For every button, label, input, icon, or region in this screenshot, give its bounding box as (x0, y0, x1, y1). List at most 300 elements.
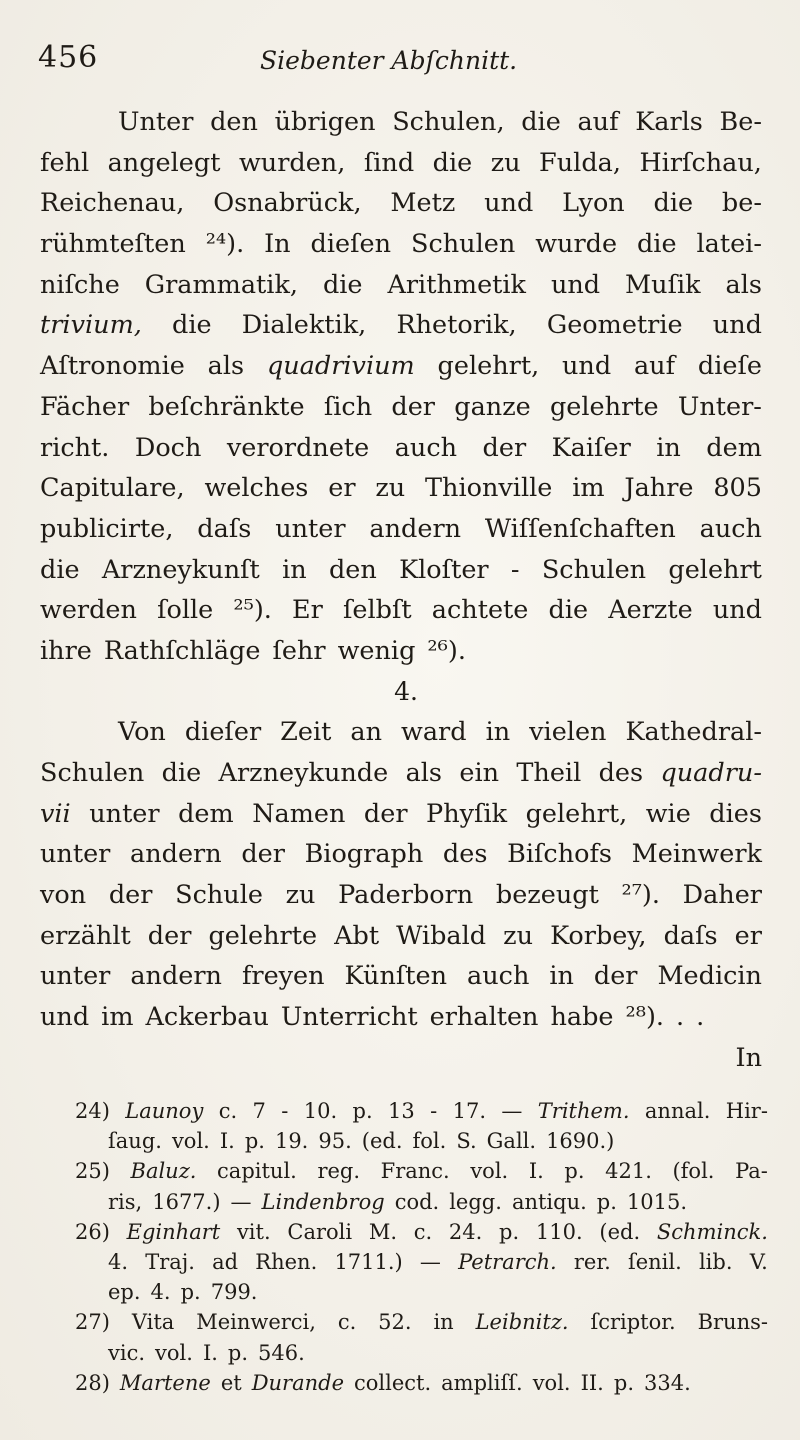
word: lib. (698, 1249, 733, 1274)
word: 4. (108, 1249, 129, 1274)
word: ²⁸). (625, 1002, 665, 1033)
word: gelehrt, (437, 351, 540, 382)
word: ampliſſ. (441, 1370, 523, 1395)
running-title: Siebenter Abſchnitt. (260, 46, 518, 75)
footnote-line (40, 1096, 768, 1126)
word: in (433, 1310, 454, 1335)
word: Unter (118, 107, 194, 137)
word: ²⁶). (427, 635, 466, 666)
word: Fulda, (539, 147, 621, 178)
footnote-line (40, 1217, 768, 1247)
word: In (264, 229, 291, 260)
word: ward (401, 717, 467, 748)
text-line (40, 183, 762, 224)
word: 1690.) (546, 1129, 615, 1154)
word: unter (275, 513, 346, 544)
word: cod. (394, 1189, 440, 1214)
word: 13 (388, 1099, 415, 1123)
word: et (220, 1370, 242, 1395)
footnote-line (40, 1338, 768, 1368)
word: Schulen, (392, 107, 505, 137)
word: andern (130, 839, 222, 870)
word: Kaiſer (551, 432, 631, 463)
word: Unter- (677, 391, 762, 422)
word: der (363, 798, 408, 829)
word: p. (227, 1340, 249, 1365)
word: Jahre (624, 473, 694, 504)
word: ihre (40, 635, 92, 666)
word: Bruns- (697, 1310, 768, 1335)
word: Schulen (40, 758, 145, 788)
word: Aerzte (608, 595, 693, 626)
word: welches (204, 473, 309, 504)
word: freyen (241, 961, 325, 992)
word: bezeugt (495, 880, 599, 911)
footnote-line (40, 1156, 768, 1186)
word: Wibald (396, 920, 487, 951)
word: als (725, 269, 762, 300)
word: Franc. (380, 1159, 450, 1184)
word: und (712, 595, 762, 626)
word: capitul. (217, 1159, 297, 1184)
word: Schule (175, 880, 263, 911)
word: und (40, 1002, 90, 1033)
word: dieſer (184, 717, 262, 748)
word: gelehrte (208, 920, 318, 951)
word: wenig (337, 635, 416, 666)
word: 546. (258, 1340, 305, 1365)
word: Von (118, 717, 166, 748)
word: unter (40, 961, 111, 992)
text-line (40, 143, 762, 184)
word: ²⁴). (205, 229, 245, 260)
word: Lindenbrog (261, 1189, 385, 1214)
word: daſs (197, 513, 252, 544)
text-line (40, 712, 762, 753)
word: Arzneykunſt (101, 554, 260, 585)
word: unter (89, 798, 160, 829)
word: zu (490, 147, 521, 178)
word: Rhen. (255, 1249, 318, 1274)
text-line (40, 305, 762, 346)
word: vol. (470, 1159, 509, 1184)
text-line (40, 794, 762, 835)
page-number: 456 (38, 40, 99, 75)
word: ſich (323, 391, 373, 422)
word: 28) (75, 1370, 110, 1395)
word: niſche (40, 269, 120, 300)
word: Theil (516, 758, 582, 788)
word: Pa- (735, 1159, 768, 1184)
word: Petrarch. (458, 1249, 557, 1274)
word: 95. (318, 1129, 352, 1154)
word: gelehrt (668, 554, 762, 585)
text-line (40, 509, 762, 550)
word: er (734, 920, 762, 951)
word: ²⁷). (621, 880, 660, 911)
word: Trithem. (537, 1099, 630, 1123)
word: Paderborn (338, 880, 474, 911)
word: 27) (75, 1310, 110, 1335)
word: Grammatik, (144, 269, 299, 300)
word: — (230, 1189, 252, 1214)
word: ep. (108, 1280, 141, 1305)
word: quadru- (660, 758, 762, 788)
word: Doch (134, 432, 202, 463)
word: Dialektik, (241, 310, 367, 341)
word: wurde (535, 229, 618, 260)
word: an (350, 717, 383, 748)
text-line (40, 590, 762, 631)
word: in (549, 961, 574, 992)
word: Korbey, (550, 920, 647, 951)
text-line (40, 102, 762, 143)
word: gelehrt, (525, 798, 628, 829)
footnote-line (40, 1126, 768, 1156)
word: wie (645, 798, 691, 829)
word: Schminck. (656, 1219, 768, 1244)
word: Schulen (410, 229, 516, 260)
word: vol. (171, 1129, 210, 1154)
word: 7 (252, 1099, 266, 1123)
word: antiqu. (511, 1189, 587, 1214)
word: ſolle (157, 595, 214, 626)
word: p. (613, 1370, 634, 1395)
word: ſelbſt (342, 595, 412, 626)
word: erzählt (40, 920, 131, 951)
word: V. (749, 1249, 768, 1274)
word: be- (721, 188, 762, 219)
text-line (40, 956, 762, 997)
word: den (328, 554, 377, 585)
word: ein (459, 758, 500, 788)
word: I. (219, 1129, 235, 1154)
word: rer. (573, 1249, 611, 1274)
word: daſs (663, 920, 718, 951)
word: 17. (452, 1099, 487, 1123)
word: rühmteſten (40, 229, 186, 260)
word: vol. (155, 1340, 193, 1365)
text-line (40, 224, 762, 265)
word: — (419, 1249, 441, 1274)
word: Schulen (541, 554, 647, 585)
text-line (40, 550, 762, 591)
word: Arzneykunde (218, 758, 389, 788)
word: der (482, 432, 527, 463)
catchword: In (735, 1042, 762, 1073)
word: werden (40, 595, 137, 626)
word: ſaug. (108, 1129, 162, 1154)
word: p. (244, 1129, 265, 1154)
word: dieſen (310, 229, 392, 260)
text-line (40, 428, 762, 469)
word: der (391, 391, 435, 422)
word: Meinwerci, (196, 1310, 316, 1335)
word: ſind (363, 147, 415, 178)
word: vol. (532, 1370, 571, 1395)
word: zu (375, 473, 406, 504)
word: - (430, 1099, 438, 1123)
word: vii (40, 798, 71, 829)
word: . (676, 1002, 685, 1033)
word: 24. (448, 1219, 483, 1244)
word: 4. (150, 1280, 171, 1305)
word: zu (285, 880, 316, 911)
word: Baluz. (130, 1159, 197, 1184)
word: 805 (713, 473, 762, 504)
word: Vita (131, 1310, 175, 1335)
word: Gall. (486, 1129, 537, 1154)
word: angelegt (107, 147, 221, 178)
word: der (241, 839, 285, 870)
word: trivium, (40, 310, 142, 341)
word: Kloſter (399, 554, 489, 585)
word: die (653, 188, 694, 219)
word: von (40, 880, 87, 911)
word: 421. (605, 1159, 652, 1184)
word: des (442, 839, 488, 870)
word: der (147, 920, 192, 951)
word: ſcriptor. (590, 1310, 676, 1335)
word: die (40, 554, 80, 585)
word: im (572, 473, 605, 504)
word: p. (180, 1280, 201, 1305)
word: dem (706, 432, 762, 463)
word: 1015. (626, 1189, 688, 1214)
word: Muſik (625, 269, 701, 300)
word: I. (528, 1159, 544, 1184)
word: die (432, 147, 473, 178)
word: ſehr (272, 635, 326, 666)
word: Hirſchau, (639, 147, 762, 178)
text-line (40, 265, 762, 306)
text-line (40, 346, 762, 387)
word: Abt (334, 920, 380, 951)
word: Be- (719, 107, 762, 137)
word: auf (633, 351, 676, 382)
word: Biſchofs (507, 839, 612, 870)
word: auch (467, 961, 530, 992)
word: Leibnitz. (475, 1310, 569, 1335)
word: S. (456, 1129, 477, 1154)
word: der (593, 961, 638, 992)
word: M. (368, 1219, 397, 1244)
word: (ed. (599, 1219, 641, 1244)
word: übrigen (274, 107, 376, 137)
word: Metz (390, 188, 456, 219)
text-line (40, 387, 762, 428)
word: als (405, 758, 443, 788)
word: ²⁵). (233, 595, 272, 626)
word: II. (580, 1370, 604, 1395)
page-header (38, 40, 758, 84)
word: er (328, 473, 356, 504)
word: . (696, 1002, 705, 1033)
word: p. (596, 1189, 617, 1214)
word: Hir- (725, 1099, 768, 1123)
word: 334. (644, 1370, 691, 1395)
word: Wiſſenſchaften (484, 513, 676, 544)
word: 24) (75, 1099, 110, 1123)
word: und (712, 310, 762, 341)
word: der (108, 880, 153, 911)
text-line (40, 468, 762, 509)
word: (ed. (361, 1129, 403, 1154)
word: p. (499, 1219, 520, 1244)
word: Rhetorik, (396, 310, 517, 341)
word: - (281, 1099, 289, 1123)
word: Eginhart (126, 1219, 221, 1244)
text-line (40, 875, 762, 916)
word: 799. (210, 1280, 258, 1305)
word: Ackerbau (145, 1002, 269, 1033)
word: zu (503, 920, 534, 951)
word: Osnabrück, (213, 188, 362, 219)
word: Reichenau, (40, 188, 185, 219)
text-line (40, 753, 762, 794)
word: Rathſchläge (103, 635, 261, 666)
word: annal. (644, 1099, 711, 1123)
word: die (548, 595, 589, 626)
word: 1711.) (334, 1249, 403, 1274)
catchword-line (40, 1038, 762, 1079)
word: c. (218, 1099, 238, 1123)
text-line (40, 631, 762, 672)
word: in (282, 554, 307, 585)
word: Unterricht (280, 1002, 418, 1033)
word: Kathedral- (625, 717, 762, 748)
word: die (161, 758, 202, 788)
word: ſenil. (627, 1249, 682, 1274)
word: als (207, 351, 245, 382)
word: fehl (40, 147, 90, 178)
word: andern (130, 961, 222, 992)
word: Zeit (280, 717, 332, 748)
word: verordnete (226, 432, 370, 463)
word: (fol. (672, 1159, 715, 1184)
word: Künſten (344, 961, 448, 992)
footnote-line (40, 1187, 768, 1217)
word: Launoy (125, 1099, 204, 1123)
word: auch (699, 513, 762, 544)
footnote-line (40, 1368, 768, 1398)
paragraph-1 (40, 102, 762, 672)
word: — (501, 1099, 523, 1123)
word: dieſe (697, 351, 762, 382)
word: Martene (119, 1370, 211, 1395)
word: 25) (75, 1159, 110, 1184)
word: habe (550, 1002, 614, 1033)
word: Arithmetik (387, 269, 527, 300)
word: gelehrte (549, 391, 659, 422)
text-line (40, 997, 762, 1038)
word: Fächer (40, 391, 130, 422)
word: Biograph (304, 839, 424, 870)
word: Thionville (425, 473, 553, 504)
word: 10. (303, 1099, 338, 1123)
word: Meinwerk (631, 839, 762, 870)
word: fol. (412, 1129, 447, 1154)
footnote-line (40, 1307, 768, 1337)
word: Durande (251, 1370, 345, 1395)
word: wurden, (238, 147, 346, 178)
word: dem (178, 798, 234, 829)
word: die (172, 310, 212, 341)
word: auf (577, 107, 619, 137)
word: Namen (252, 798, 346, 829)
footnotes (40, 1096, 768, 1398)
paragraph-2 (40, 712, 762, 1038)
word: erhalten (429, 1002, 539, 1033)
word: in (485, 717, 511, 748)
word: c. (413, 1219, 433, 1244)
word: Lyon (562, 188, 625, 219)
word: und (550, 269, 601, 300)
word: 26) (75, 1219, 110, 1244)
word: die (322, 269, 363, 300)
word: vielen (529, 717, 607, 748)
word: Karls (635, 107, 703, 137)
word: ris, (108, 1189, 143, 1214)
word: im (101, 1002, 134, 1033)
word: - (510, 554, 520, 585)
word: auch (394, 432, 458, 463)
word: Capitulare, (40, 473, 185, 504)
word: quadrivium (266, 351, 415, 382)
word: Phyſik (426, 798, 508, 829)
word: 19. (274, 1129, 309, 1154)
word: legg. (449, 1189, 502, 1214)
word: des (598, 758, 644, 788)
body-text (40, 102, 762, 1079)
word: die (636, 229, 677, 260)
word: 1677.) (152, 1189, 221, 1214)
word: und (562, 351, 612, 382)
word: beſchränkte (148, 391, 305, 422)
word: Daher (682, 880, 762, 911)
word: I. (202, 1340, 218, 1365)
word: p. (564, 1159, 585, 1184)
footnote-line (40, 1247, 768, 1277)
word: vic. (108, 1340, 146, 1365)
text-line (40, 916, 762, 957)
word: publicirte, (40, 513, 174, 544)
word: richt. (40, 432, 110, 463)
word: latei- (696, 229, 762, 260)
word: collect. (354, 1370, 432, 1395)
word: unter (40, 839, 111, 870)
word: reg. (317, 1159, 361, 1184)
word: Geometrie (546, 310, 683, 341)
word: p. (352, 1099, 373, 1123)
word: ganze (454, 391, 531, 422)
word: Caroli (287, 1219, 353, 1244)
word: die (521, 107, 561, 137)
word: Aſtronomie (40, 351, 185, 382)
footnote-line (40, 1277, 768, 1307)
word: vit. (236, 1219, 271, 1244)
word: den (210, 107, 258, 137)
word: Medicin (657, 961, 762, 992)
word: in (656, 432, 681, 463)
word: 52. (378, 1310, 412, 1335)
word: achtete (431, 595, 529, 626)
word: Er (292, 595, 323, 626)
word: ad (212, 1249, 239, 1274)
word: andern (369, 513, 462, 544)
word: Traj. (145, 1249, 195, 1274)
word: dies (709, 798, 762, 829)
